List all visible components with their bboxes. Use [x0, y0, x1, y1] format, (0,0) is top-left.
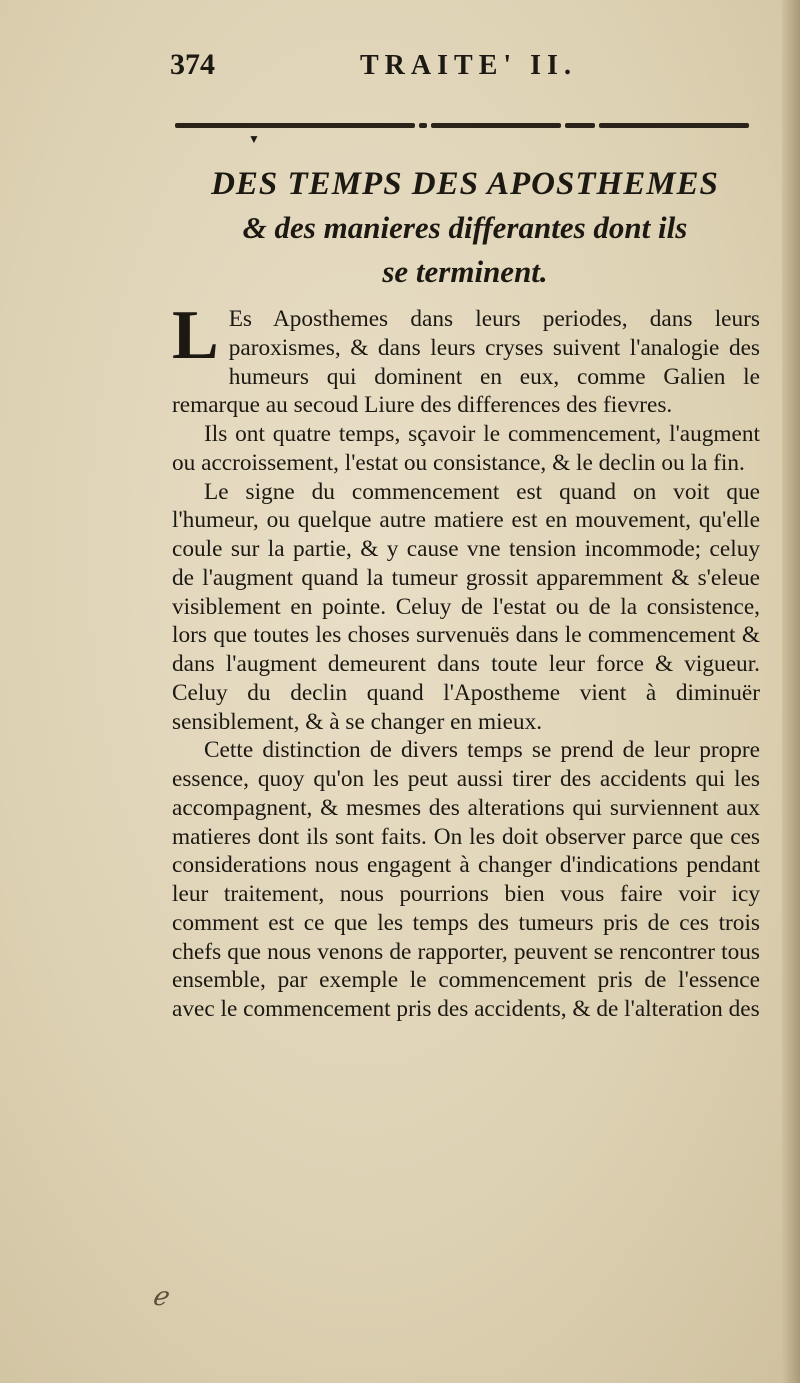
title-line-1: DES TEMPS DES APOSTHEMES [211, 166, 719, 202]
body-text [172, 297, 760, 1024]
paragraph-4: Cette distinction de divers temps se prend de leur propre essence, quoy qu'on les peut aussi tirer des accidents qui les accompagnent, & mesmes des alterations qui surviennent aux matieres dont ils sont faits. On les doit observer parce que ces considerations nous engagent à changer d'indications pendant leur traitement, nous pourrions bien vous faire voir icy comment est ce que les temps des tumeurs pris de ces trois chefs que nous venons de rapporter, peuvent se rencontrer tous ensemble, par exemple le commencement pris de l'essence avec le commencement pris des accidents, & de l'alteration des [172, 737, 760, 1022]
paragraph-1 [172, 297, 760, 420]
ink-stain: ℯ [152, 1282, 168, 1311]
title-line-2: & des manieres differantes dont ils [242, 210, 688, 245]
paragraph-2: Ils ont quatre temps, sçavoir le commencement, l'augment ou accroissement, l'estat ou consistance, & le declin ou la fin. [172, 421, 760, 476]
running-head: TRAITE' II. [360, 50, 577, 81]
page-header [170, 48, 760, 88]
rule-ornament-icon: ▼ [248, 132, 260, 146]
paragraph-1-text: Es Aposthemes dans leurs periodes, dans leurs paroxismes, & dans leurs cryses suivent l'analogie des humeurs qui dominent en eux, comme Galien le remarque au secoud Liure des differences des fievres. [172, 306, 760, 419]
title-line-3: se terminent. [382, 254, 548, 289]
page-edge-shadow [782, 0, 800, 1383]
page-number: 374 [170, 48, 215, 81]
chapter-title [170, 162, 760, 294]
paragraph-3: Le signe du commencement est quand on voit que l'humeur, ou quelque autre matiere est en mouvement, qu'elle coule sur la partie, & y cause vne tension incommode; celuy de l'augment quand la tumeur grossit apparemment & s'eleue visiblement en pointe. Celuy de l'estat ou de la consistence, lors que toutes les choses survenuës dans le commencement & dans l'augment demeurent dans toute leur force & vigueur. Celuy du declin quand l'Apostheme vient à diminuër sensiblement, & à se changer en mieux. [172, 478, 760, 735]
drop-cap: L [172, 297, 219, 374]
ornamental-rule [175, 118, 750, 132]
